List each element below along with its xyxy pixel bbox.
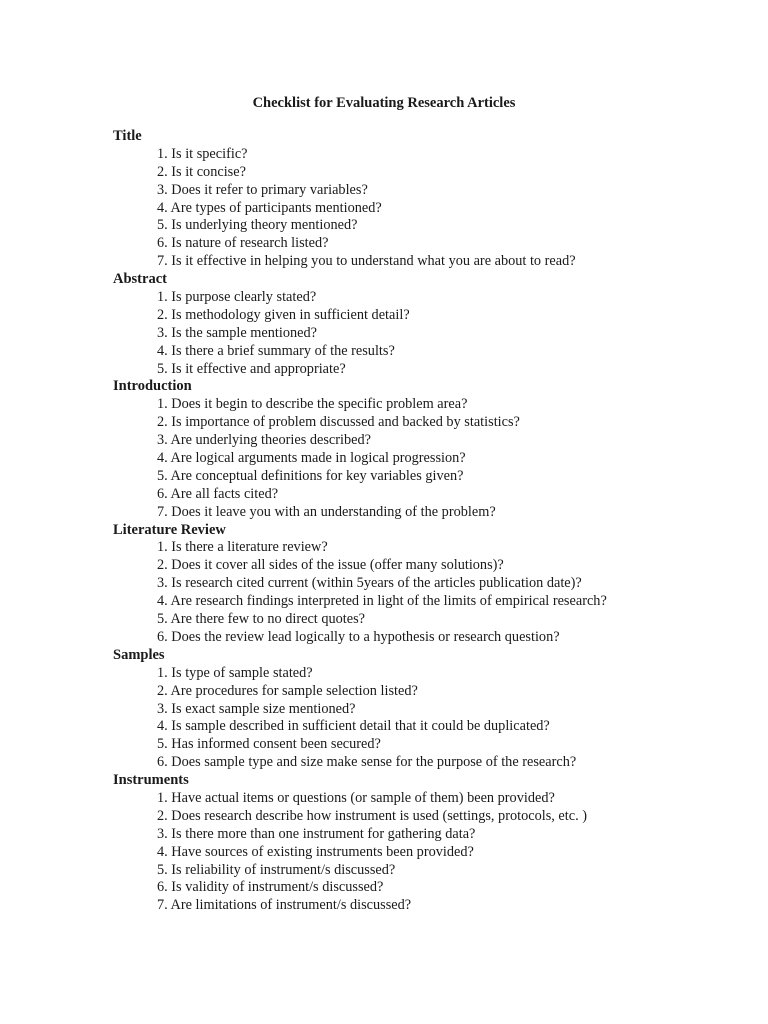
checklist-item: 1. Is there a literature review? (157, 539, 328, 556)
section-heading: Instruments (113, 772, 189, 789)
checklist-item: 1. Is purpose clearly stated? (157, 289, 317, 306)
checklist-section (113, 271, 713, 378)
checklist-item: 4. Is there a brief summary of the results? (157, 342, 395, 359)
checklist-section (113, 128, 713, 271)
checklist-body (113, 128, 713, 915)
checklist-item: 3. Is exact sample size mentioned? (157, 700, 356, 717)
checklist-item: 3. Is there more than one instrument for gathering data? (157, 825, 476, 842)
checklist-item: 1. Is it specific? (157, 145, 248, 162)
checklist-item: 6. Is validity of instrument/s discussed? (157, 879, 384, 896)
checklist-item: 2. Is it concise? (157, 163, 246, 180)
checklist-item: 6. Does the review lead logically to a hypothesis or research question? (157, 628, 560, 645)
checklist-item: 5. Are there few to no direct quotes? (157, 611, 366, 628)
section-heading: Abstract (113, 271, 167, 288)
checklist-section (113, 772, 713, 915)
checklist-item: 5. Are conceptual definitions for key variables given? (157, 467, 464, 484)
checklist-section (113, 647, 713, 772)
checklist-item: 5. Has informed consent been secured? (157, 736, 381, 753)
checklist-item: 3. Are underlying theories described? (157, 432, 371, 449)
checklist-item: 3. Does it refer to primary variables? (157, 181, 368, 198)
checklist-item: 6. Does sample type and size make sense for the purpose of the research? (157, 754, 577, 771)
checklist-item: 4. Have sources of existing instruments been provided? (157, 843, 474, 860)
checklist-item: 6. Are all facts cited? (157, 485, 279, 502)
section-heading: Title (113, 128, 142, 144)
checklist-item: 3. Is research cited current (within 5years of the articles publication date)? (157, 575, 582, 592)
checklist-item: 4. Are research findings interpreted in light of the limits of empirical research? (157, 593, 607, 610)
checklist-item: 3. Is the sample mentioned? (157, 324, 318, 341)
checklist-item: 2. Are procedures for sample selection listed? (157, 682, 418, 699)
checklist-item: 2. Is importance of problem discussed and backed by statistics? (157, 414, 520, 431)
checklist-items (113, 790, 713, 915)
checklist-item: 7. Is it effective in helping you to understand what you are about to read? (157, 253, 576, 270)
checklist-item: 2. Does research describe how instrument is used (settings, protocols, etc. ) (157, 807, 587, 824)
checklist-items (113, 289, 713, 378)
checklist-item: 4. Is sample described in sufficient detail that it could be duplicated? (157, 718, 550, 735)
checklist-items (113, 146, 713, 271)
checklist-item: 7. Are limitations of instrument/s discussed? (157, 897, 412, 914)
checklist-item: 4. Are types of participants mentioned? (157, 199, 382, 216)
checklist-item: 5. Is underlying theory mentioned? (157, 217, 358, 234)
checklist-item: 7. Does it leave you with an understanding of the problem? (157, 503, 496, 520)
checklist-items (113, 665, 713, 772)
checklist-item: 1. Does it begin to describe the specific problem area? (157, 396, 468, 413)
checklist-item: 6. Is nature of research listed? (157, 235, 329, 252)
checklist-item: 5. Is reliability of instrument/s discussed? (157, 861, 396, 878)
checklist-items (113, 396, 713, 521)
checklist-item: 2. Is methodology given in sufficient detail? (157, 306, 410, 323)
checklist-item: 2. Does it cover all sides of the issue (offer many solutions)? (157, 557, 504, 574)
document-title: Checklist for Evaluating Research Articles (252, 95, 516, 111)
section-heading: Literature Review (113, 521, 226, 538)
checklist-item: 4. Are logical arguments made in logical progression? (157, 450, 466, 467)
section-heading: Samples (113, 646, 165, 663)
checklist-item: 1. Is type of sample stated? (157, 664, 313, 681)
checklist-items (113, 539, 713, 646)
checklist-item: 1. Have actual items or questions (or sample of them) been provided? (157, 789, 555, 806)
section-heading: Introduction (113, 378, 192, 395)
checklist-section (113, 522, 713, 647)
checklist-item: 5. Is it effective and appropriate? (157, 360, 346, 377)
checklist-section (113, 378, 713, 521)
